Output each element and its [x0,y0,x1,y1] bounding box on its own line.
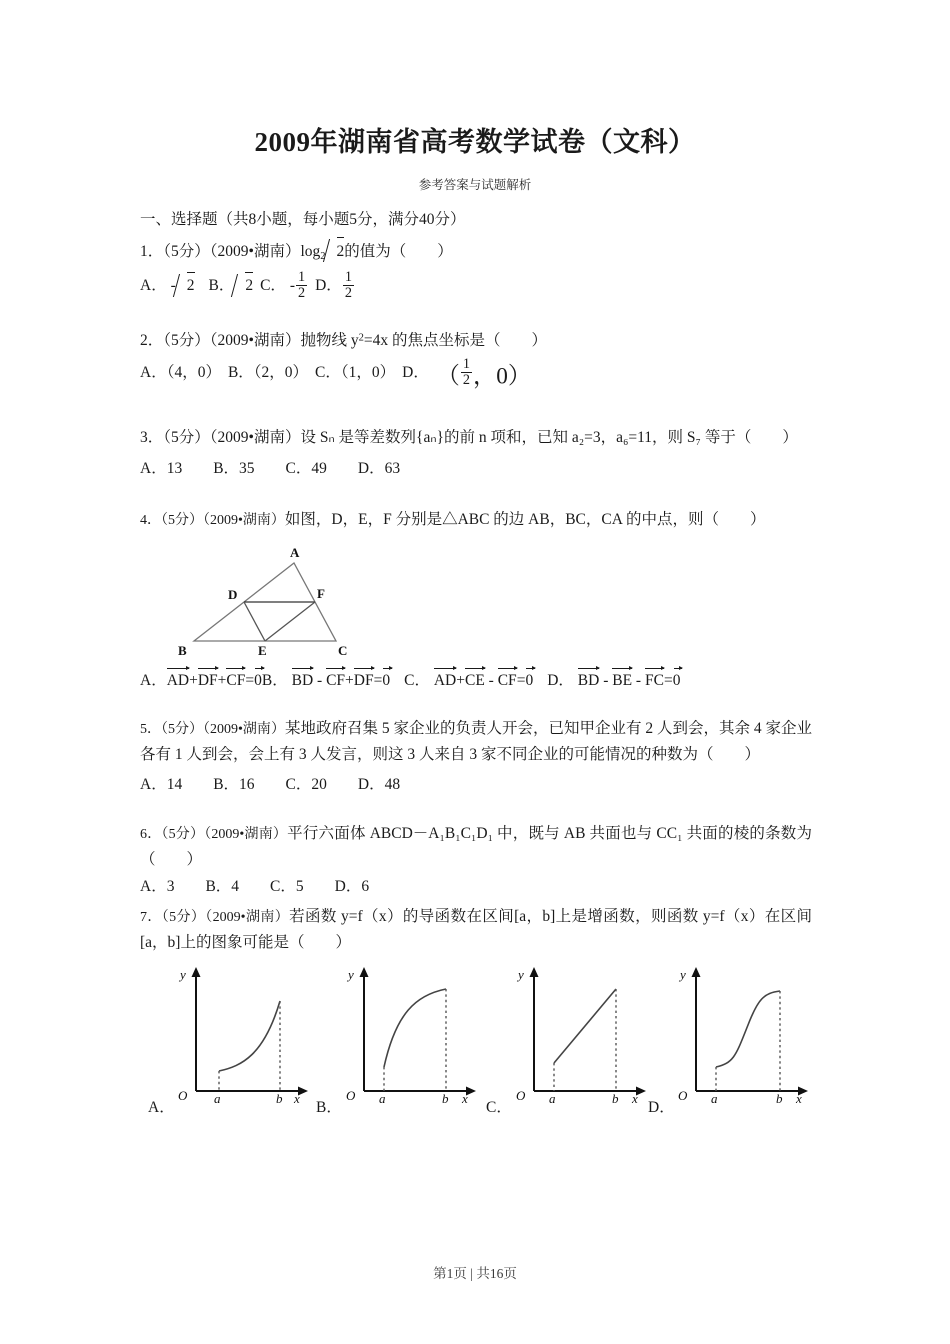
svg-text:x: x [294,1090,300,1103]
svg-text:x: x [462,1090,468,1103]
graph-label-b: B． [316,1098,342,1116]
q3-number: 3． [140,429,164,447]
q1-c-fraction: $\frac{1}{2}$ [297,269,306,302]
question-3-stem [140,425,812,450]
svg-text:O: O [678,1087,688,1103]
question-2 [140,328,812,395]
question-4-stem [140,507,812,533]
q2-option-d[interactable]: D． （ $\frac{1}{2}$ ，0） [402,355,532,390]
page-subtitle: 参考答案与试题解析 [418,178,532,192]
question-6-options[interactable]: A．3 B．4 C．5 D．6 [140,878,370,896]
question-2-options [140,355,812,396]
vector-bd: BD [292,666,314,694]
vector-be: BE [612,666,632,694]
triangle-figure [176,541,812,664]
q2-exponent: 2 [358,333,364,345]
q2-d-fraction: $\frac{1}{2}$ [462,355,470,388]
graph-option-a[interactable] [172,963,322,1108]
graph-option-c[interactable] [510,963,660,1108]
svg-text:O: O [178,1087,188,1103]
svg-text:x: x [796,1090,802,1103]
vector-df: DF [198,666,218,694]
graph-a-svg [172,963,322,1103]
question-5-options[interactable]: A．14 B．16 C．20 D．48 [140,775,401,793]
q3-stem-text: 设 Sₙ 是等差数列{aₙ}的前 n 项和，已知 a₂=3，a₆=11，则 S₇ 等于（ ） [300,429,798,447]
q1-option-c[interactable]: C． - $\frac{1}{2}$ [260,269,306,302]
q4-option-b[interactable]: B． BD - CF+DF=0 [262,672,390,689]
q2-stem-pre: 抛物线 y [300,332,359,350]
vector-zero: 0 [254,667,262,694]
q7-stem-text: 若函数 y=f（x）的导函数在区间[a，b]上是增函数，则函数 y=f（x）在区间[a，b]上的图象可能是（ ） [140,907,813,951]
q2-score: （5分） [163,332,210,350]
svg-text:O: O [516,1087,526,1103]
svg-text:y: y [348,966,354,982]
q4-option-d[interactable]: D． BD - BE - FC=0 [547,672,680,689]
q5-source: （2009•湖南） [203,721,285,737]
q5-stem-text: 某地政府召集 5 家企业的负责人开会，已知甲企业有 2 人到会，其余 4 家企业各有 1 人到会，会上有 3 人发言，则这 3 人来自 3 家不同企业的可能情况的种数为（ ） [140,719,813,763]
svg-text:C: C [338,643,348,659]
q2-option-b[interactable]: B．（2，0） [227,363,309,381]
q2-option-a[interactable]: A．（4，0） [140,363,221,381]
svg-text:B: B [178,643,187,659]
q4-option-c[interactable]: C． AD+CE - CF=0 [404,672,533,689]
q4-number: 4． [140,513,161,529]
vector-ce: CE [465,666,485,694]
svg-text:b: b [276,1090,283,1103]
question-4 [140,507,812,693]
vector-ad-2: AD [434,666,456,694]
svg-text:A: A [290,545,300,561]
q7-score: （5分） [161,909,206,925]
svg-text:a: a [711,1090,718,1103]
question-6 [140,821,812,900]
q1-log-base: 2 [320,251,326,263]
q1-score: （5分） [163,243,210,261]
q2-source: （2009•湖南） [209,332,301,350]
q2-option-c[interactable]: C．（1，0） [315,363,396,381]
q1-option-b[interactable]: B． 2 [209,277,254,294]
q1-source: （2009•湖南） [209,243,301,261]
q5-number: 5． [140,721,162,737]
q7-number: 7． [140,909,162,925]
vector-df-2: DF [354,666,374,694]
q6-number: 6． [140,827,162,843]
q1-radical: 2 [326,237,345,264]
q4-source: （2009•湖南） [203,513,285,529]
q2-stem-post: =4x 的焦点坐标是（ ） [363,332,547,350]
q1-log: log [300,243,321,261]
triangle-abc-svg [176,541,376,659]
q1-b-radical: 2 [234,272,253,299]
svg-text:b: b [442,1090,449,1103]
q1-option-a[interactable]: A． - 2 [140,277,195,294]
q3-source: （2009•湖南） [209,429,301,447]
svg-text:b: b [776,1090,783,1103]
q1-number: 1． [140,243,164,261]
question-1 [140,237,812,302]
vector-zero-3: 0 [525,667,533,694]
question-4-options [140,666,812,694]
svg-text:a: a [379,1090,386,1103]
question-7 [140,904,813,1116]
question-2-stem [140,328,812,353]
svg-text:b: b [612,1090,619,1103]
svg-text:y: y [518,966,524,982]
svg-text:F: F [317,586,325,602]
question-1-stem [140,237,812,265]
question-1-options [140,271,812,302]
q4-option-a[interactable]: A．AD+DF+CF=0 [140,672,262,689]
q5-score: （5分） [161,721,204,737]
question-3 [140,425,812,481]
page-footer: 第1页 | 共16页 [433,1266,517,1281]
graph-label-c: C． [486,1098,512,1116]
svg-text:y: y [180,966,186,982]
q7-source: （2009•湖南） [205,909,290,925]
question-5-stem [140,716,812,767]
question-6-stem [140,821,812,872]
graph-b-svg [340,963,490,1103]
svg-text:E: E [258,643,267,659]
graph-d-svg [672,963,822,1103]
vector-fc: FC [645,666,664,694]
vector-bd-2: BD [578,666,600,694]
vector-zero-2: 0 [382,667,390,694]
q1-d-fraction: $\frac{1}{2}$ [344,269,352,302]
document-body [140,208,813,1116]
graph-label-a: A． [148,1098,175,1116]
q1-a-radical: 2 [176,272,195,299]
q3-score: （5分） [163,429,210,447]
q6-stem-text: 平行六面体 ABCD－A₁B₁C₁D₁ 中，既与 AB 共面也与 CC₁ 共面的棱的条数为（ ） [140,825,813,869]
svg-text:a: a [214,1090,221,1103]
svg-text:x: x [632,1090,638,1103]
page-title: 2009年湖南省高考数学试卷（文科） [254,127,696,157]
question-7-stem [140,904,812,955]
vector-ad: AD [167,666,189,694]
q6-score: （5分） [161,827,205,843]
svg-text:O: O [346,1087,356,1103]
graph-option-b[interactable] [340,963,490,1108]
svg-text:a: a [549,1090,556,1103]
svg-text:y: y [680,966,686,982]
q2-number: 2． [140,332,164,350]
graph-c-svg [510,963,660,1103]
graph-label-d: D． [648,1098,675,1116]
q4-score: （5分） [161,513,203,529]
vector-cf-3: CF [498,666,517,694]
vector-cf-2: CF [326,666,345,694]
vector-zero-4: 0 [673,667,681,694]
question-3-options[interactable]: A．13 B．35 C．49 D．63 [140,459,401,477]
question-7-graphs [140,963,812,1116]
svg-text:D: D [228,587,238,603]
vector-cf: CF [226,666,245,694]
graph-option-d[interactable] [672,963,822,1108]
q6-source: （2009•湖南） [204,827,288,843]
question-5 [140,716,812,798]
section-heading: 一、选择题（共8小题，每小题5分，满分40分） [140,211,466,228]
q1-stem-tail: 的值为（ ） [344,243,453,261]
q4-stem-text: 如图，D，E，F 分别是△ABC 的边 AB，BC，CA 的中点，则（ ） [284,511,766,529]
q1-option-d[interactable]: D． $\frac{1}{2}$ [315,269,352,302]
